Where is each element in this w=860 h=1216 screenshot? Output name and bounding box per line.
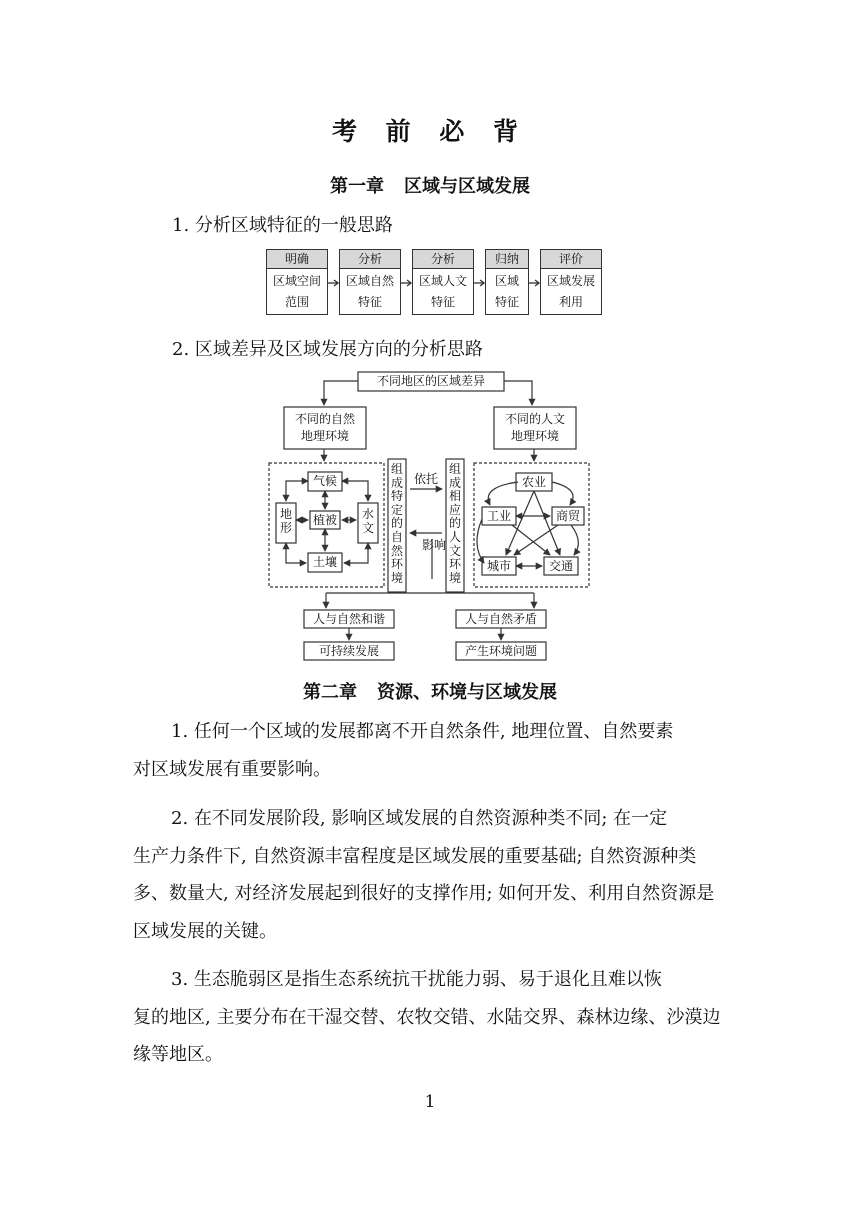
flow-box-4: [485, 249, 529, 315]
water-label: 水文: [361, 507, 374, 535]
harmony-label: 人与自然和谐: [312, 612, 385, 626]
flow-box-4-body: 区域 特征: [494, 274, 519, 309]
conflict-label: 人与自然矛盾: [464, 612, 537, 626]
flow-box-2-head: 分析: [340, 250, 400, 269]
transport-label: 交通: [548, 559, 573, 573]
paragraph-1-rest: 对区域发展有重要影响。: [133, 758, 331, 780]
paragraph-3-first-line: 3. 生态脆弱区是指生态系统抗干扰能力弱、易于退化且难以恢: [171, 969, 662, 990]
flow-box-3-head: 分析: [413, 250, 473, 269]
agriculture-label: 农业: [521, 475, 546, 489]
sustainable-label: 可持续发展: [318, 644, 379, 658]
natural-column-label: 组成特定的自然环境: [390, 462, 403, 585]
flow-box-4-head: 归纳: [486, 250, 528, 269]
chapter-1-heading: [0, 172, 860, 198]
flow-box-1-head: 明确: [267, 250, 327, 269]
regional-difference-diagram: [266, 367, 596, 667]
city-label: 城市: [486, 559, 511, 573]
flow-box-5-body: 区域发展 利用: [546, 274, 595, 309]
human-column-label: 组成相应的人文环境: [448, 462, 461, 585]
flow-arrow-4: [529, 278, 540, 288]
paragraph-3-rest: 复的地区, 主要分布在干湿交替、农牧交错、水陆交界、森林边缘、沙漠边缘等地区。: [133, 1006, 721, 1065]
flow-arrow-3: [474, 278, 485, 288]
paragraph-1-first-line: 1. 任何一个区域的发展都离不开自然条件, 地理位置、自然要素: [171, 721, 674, 742]
page-title: 考 前 必 背: [331, 117, 529, 146]
top-box-label: 不同地区的区域差异: [376, 374, 485, 388]
chapter-1-name: 区域与区域发展: [404, 176, 530, 197]
flow-box-2-body: 区域自然 特征: [345, 274, 394, 309]
arrow-bottom-label: 影响: [421, 538, 446, 552]
flow-arrow-2: [401, 278, 412, 288]
item-2-heading: 2. 区域差异及区域发展方向的分析思路: [172, 339, 483, 360]
chapter-1-number: 第一章: [330, 176, 384, 197]
arrow-top-label: 依托: [413, 472, 438, 486]
flow-box-1-body: 区域空间 范围: [272, 274, 321, 309]
flow-box-5-head: 评价: [541, 250, 601, 269]
climate-label: 气候: [312, 474, 337, 488]
soil-label: 土壤: [312, 555, 337, 569]
flow-box-1: [266, 249, 328, 315]
vegetation-label: 植被: [312, 513, 337, 527]
flow-arrow-1: [328, 278, 339, 288]
flow-box-3: [412, 249, 474, 315]
terrain-label: 地形: [279, 507, 292, 535]
natural-env-label: 不同的自然 地理环境: [294, 412, 355, 443]
problems-label: 产生环境问题: [464, 644, 537, 658]
chapter-2-paragraph-2: [133, 800, 729, 950]
commerce-label: 商贸: [555, 509, 580, 523]
chapter-2-heading: [0, 678, 860, 704]
chapter-2-name: 资源、环境与区域发展: [377, 682, 557, 703]
flow-box-2: [339, 249, 401, 315]
chapter-2-paragraph-1: [133, 713, 729, 788]
industry-label: 工业: [486, 509, 511, 523]
page-number: 1: [424, 1092, 436, 1112]
paragraph-2-rest: 生产力条件下, 自然资源丰富程度是区域发展的重要基础; 自然资源种类多、数量大, 对经济发展起到很好的支撑作用; 如何开发、利用自然资源是区域发展的关键。: [133, 845, 715, 942]
flow-box-5: [540, 249, 602, 315]
human-env-label: 不同的人文 地理环境: [504, 412, 565, 443]
flow-box-3-body: 区域人文 特征: [418, 274, 467, 309]
paragraph-2-first-line: 2. 在不同发展阶段, 影响区域发展的自然资源种类不同; 在一定: [171, 808, 668, 829]
chapter-2-number: 第二章: [303, 682, 357, 703]
item-1-heading: 1. 分析区域特征的一般思路: [172, 215, 393, 236]
analysis-flowchart: [266, 249, 606, 317]
chapter-2-paragraph-3: [133, 961, 729, 1074]
